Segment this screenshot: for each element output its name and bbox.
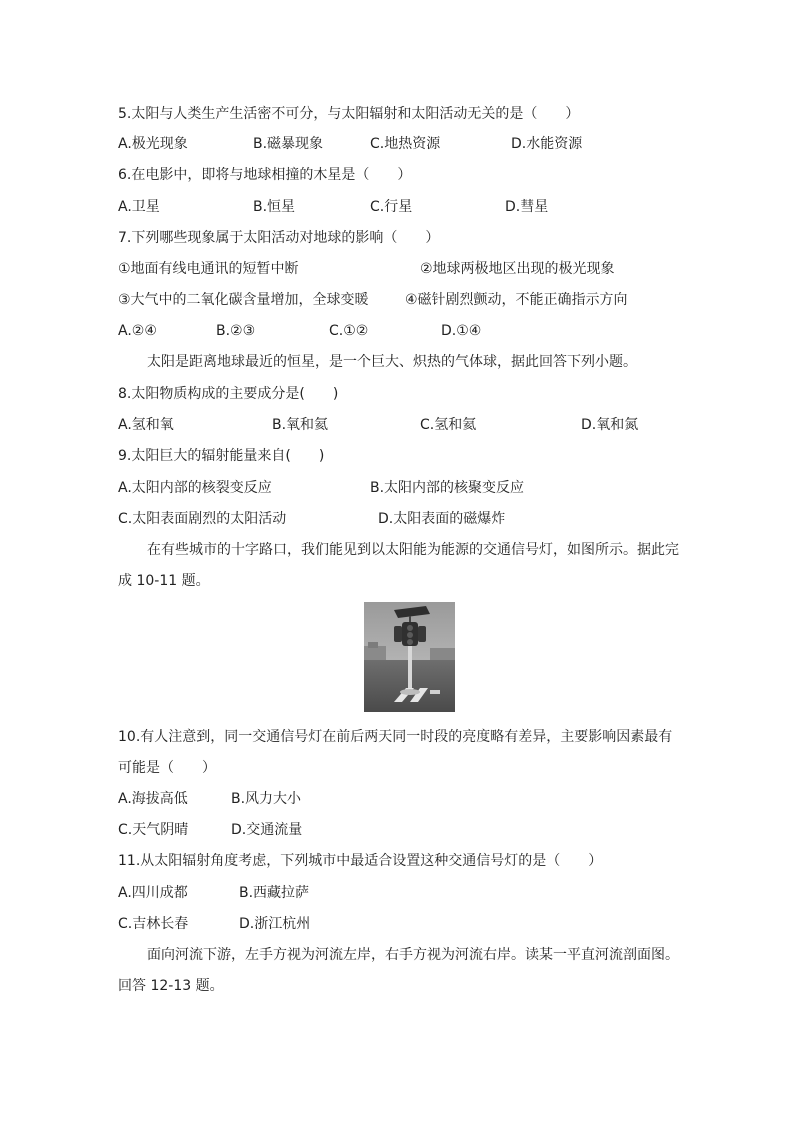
q9-option-a: A.太阳内部的核裂变反应 (118, 480, 272, 496)
question-10-stem-line2: 可能是（ ） (118, 760, 216, 776)
q10-option-b: B.风力大小 (231, 791, 302, 807)
q8-option-b: B.氧和氦 (272, 417, 329, 433)
q5-option-b: B.磁暴现象 (253, 136, 324, 152)
q6-option-b: B.恒星 (253, 199, 296, 215)
q10-option-a: A.海拔高低 (118, 791, 188, 807)
q5-option-c: C.地热资源 (370, 136, 441, 152)
intro-10-11-line1: 在有些城市的十字路口，我们能见到以太阳能为能源的交通信号灯，如图所示。据此完 (147, 542, 679, 558)
intro-12-13-line1: 面向河流下游，左手方视为河流左岸，右手方视为河流右岸。读某一平直河流剖面图。 (147, 947, 679, 963)
q7-option-a: A.②④ (118, 323, 157, 339)
q7-item-3: ③大气中的二氧化碳含量增加，全球变暖 (118, 292, 369, 308)
intro-10-11-line2: 成 10-11 题。 (118, 573, 210, 589)
q9-option-b: B.太阳内部的核聚变反应 (370, 480, 525, 496)
q7-option-d: D.①④ (441, 323, 482, 339)
intro-12-13-line2: 回答 12-13 题。 (118, 978, 224, 994)
q10-option-d: D.交通流量 (231, 822, 303, 838)
q11-option-d: D.浙江杭州 (239, 916, 311, 932)
question-6-stem: 6.在电影中，即将与地球相撞的木星是（ ） (118, 167, 412, 183)
q6-option-c: C.行星 (370, 199, 413, 215)
question-11-stem: 11.从太阳辐射角度考虑，下列城市中最适合设置这种交通信号灯的是（ ） (118, 853, 603, 869)
q8-option-a: A.氢和氧 (118, 417, 174, 433)
question-5-stem: 5.太阳与人类生产生活密不可分，与太阳辐射和太阳活动无关的是（ ） (118, 106, 580, 122)
question-8-stem: 8.太阳物质构成的主要成分是( ) (118, 386, 339, 402)
q7-item-1: ①地面有线电通讯的短暂中断 (118, 261, 299, 277)
q7-option-b: B.②③ (216, 323, 256, 339)
q7-item-4: ④磁针剧烈颤动，不能正确指示方向 (405, 292, 628, 308)
q11-option-a: A.四川成都 (118, 885, 188, 901)
q7-item-2: ②地球两极地区出现的极光现象 (420, 261, 615, 277)
q6-option-d: D.彗星 (505, 199, 549, 215)
q10-option-c: C.天气阴晴 (118, 822, 189, 838)
q11-option-b: B.西藏拉萨 (239, 885, 310, 901)
q9-option-c: C.太阳表面剧烈的太阳活动 (118, 511, 287, 527)
q6-option-a: A.卫星 (118, 199, 160, 215)
question-9-stem: 9.太阳巨大的辐射能量来自( ) (118, 448, 325, 464)
q8-option-c: C.氢和氦 (420, 417, 477, 433)
question-10-stem-line1: 10.有人注意到，同一交通信号灯在前后两天同一时段的亮度略有差异，主要影响因素最有 (118, 729, 673, 745)
intro-8-9: 太阳是距离地球最近的恒星，是一个巨大、炽热的气体球，据此回答下列小题。 (147, 354, 637, 370)
question-7-stem: 7.下列哪些现象属于太阳活动对地球的影响（ ） (118, 230, 440, 246)
solar-traffic-light-photo (364, 602, 455, 712)
solar-traffic-light-image (364, 602, 455, 712)
q11-option-c: C.吉林长春 (118, 916, 189, 932)
q7-option-c: C.①② (329, 323, 369, 339)
q9-option-d: D.太阳表面的磁爆炸 (378, 511, 506, 527)
q5-option-a: A.极光现象 (118, 136, 188, 152)
q8-option-d: D.氧和氮 (581, 417, 639, 433)
q5-option-d: D.水能资源 (511, 136, 583, 152)
